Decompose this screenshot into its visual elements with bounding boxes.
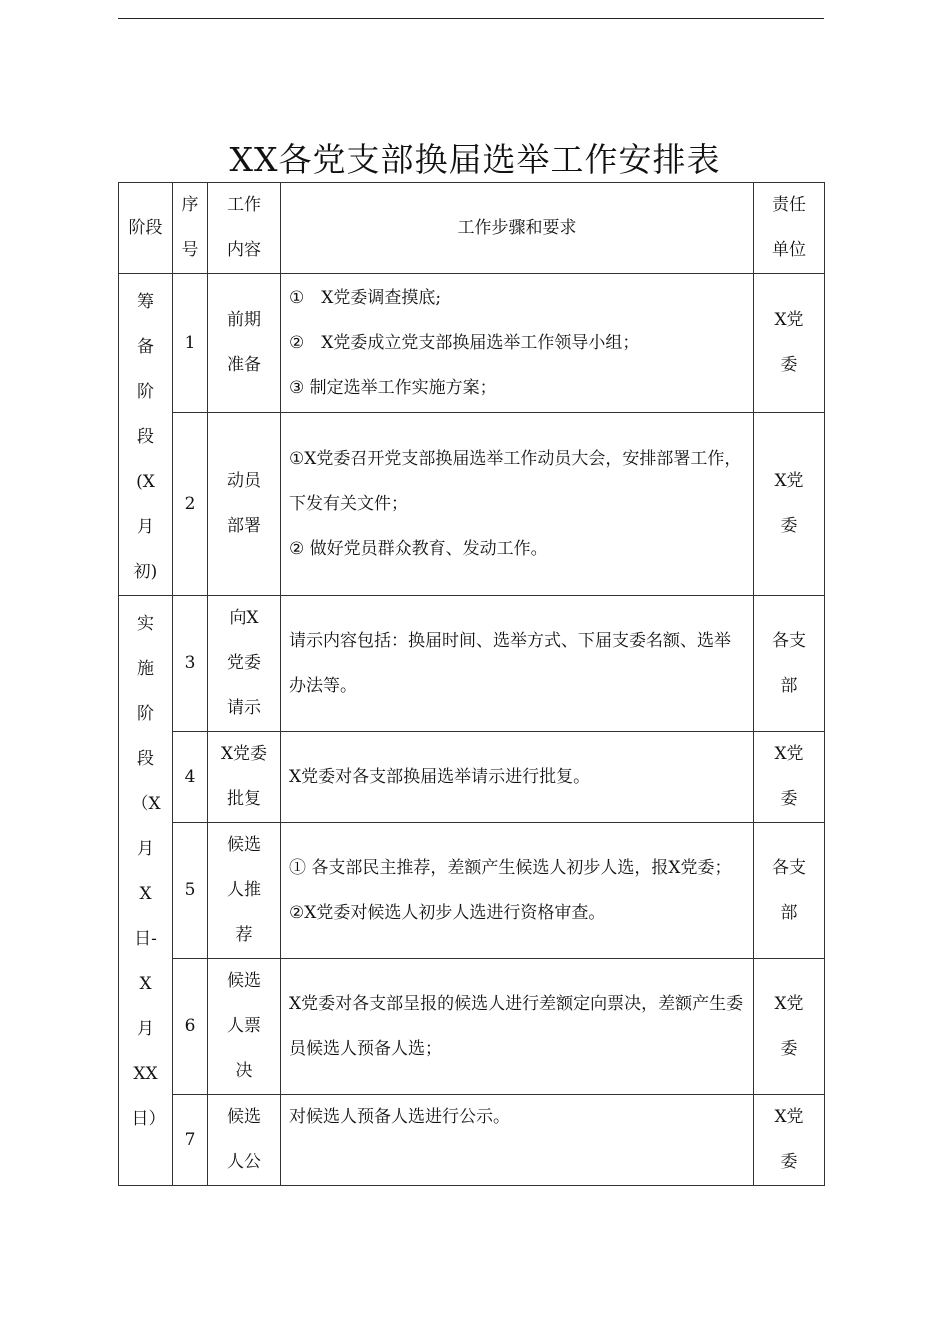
unit-cell: X党委	[754, 732, 825, 823]
table-row	[119, 823, 825, 959]
table-row	[119, 274, 825, 413]
header-unit: 责任单位	[754, 183, 825, 274]
steps-cell	[281, 596, 754, 732]
seq-cell: 3	[173, 596, 208, 732]
content-cell: 向X党委请示	[208, 596, 281, 732]
seq-cell: 7	[173, 1095, 208, 1186]
step-line: ②X党委对候选人初步人选进行资格审查。	[289, 902, 606, 923]
page-title: XX各党支部换届选举工作安排表	[229, 140, 721, 179]
steps-cell	[281, 959, 754, 1095]
unit-cell: 各支部	[754, 823, 825, 959]
content-cell: 动员部署	[208, 413, 281, 596]
header-phase: 阶段	[119, 183, 173, 274]
unit-cell: X党委	[754, 274, 825, 413]
step-line: ① X党委调查摸底;	[289, 287, 442, 308]
seq-cell: 6	[173, 959, 208, 1095]
table-row	[119, 959, 825, 1095]
step-line: X党委对各支部换届选举请示进行批复。	[289, 766, 591, 787]
unit-cell: X党委	[754, 959, 825, 1095]
step-line: X党委对各支部呈报的候选人进行差额定向票决，差额产生委员候选人预备人选；	[289, 993, 744, 1059]
table-row	[119, 413, 825, 596]
step-line: ③ 制定选举工作实施方案；	[289, 377, 497, 398]
steps-cell	[281, 274, 754, 413]
header-steps: 工作步骤和要求	[281, 183, 754, 274]
unit-cell: 各支部	[754, 596, 825, 732]
header-rule	[118, 18, 824, 19]
header-row	[119, 183, 825, 274]
steps-cell	[281, 823, 754, 959]
content-cell: 候选人推荐	[208, 823, 281, 959]
unit-cell: X党委	[754, 413, 825, 596]
phase-cell-implementation: 实施阶段（X月X日-X月XX日）	[119, 596, 173, 1186]
header-seq: 序号	[173, 183, 208, 274]
table-row	[119, 732, 825, 823]
content-cell: 候选人票决	[208, 959, 281, 1095]
seq-cell: 1	[173, 274, 208, 413]
content-cell: 前期准备	[208, 274, 281, 413]
steps-cell	[281, 413, 754, 596]
steps-cell	[281, 732, 754, 823]
unit-cell: X党委	[754, 1095, 825, 1186]
content-cell: X党委批复	[208, 732, 281, 823]
seq-cell: 5	[173, 823, 208, 959]
steps-cell	[281, 1095, 754, 1186]
step-line: ② 做好党员群众教育、发动工作。	[289, 538, 548, 559]
seq-cell: 2	[173, 413, 208, 596]
phase-cell-preparation: 筹备阶段(X月初)	[119, 274, 173, 596]
step-line: ①X党委召开党支部换届选举工作动员大会，安排部署工作，下发有关文件；	[289, 448, 742, 514]
table-row	[119, 596, 825, 732]
table-row	[119, 1095, 825, 1186]
step-line: ① 各支部民主推荐，差额产生候选人初步人选，报X党委；	[289, 857, 732, 878]
step-line: 对候选人预备人选进行公示。	[289, 1107, 510, 1127]
header-content: 工作内容	[208, 183, 281, 274]
seq-cell: 4	[173, 732, 208, 823]
content-cell: 候选人公	[208, 1095, 281, 1186]
step-line: ② X党委成立党支部换届选举工作领导小组；	[289, 332, 640, 353]
schedule-table	[118, 182, 825, 1186]
step-line: 请示内容包括：换届时间、选举方式、下届支委名额、选举办法等。	[289, 630, 731, 696]
